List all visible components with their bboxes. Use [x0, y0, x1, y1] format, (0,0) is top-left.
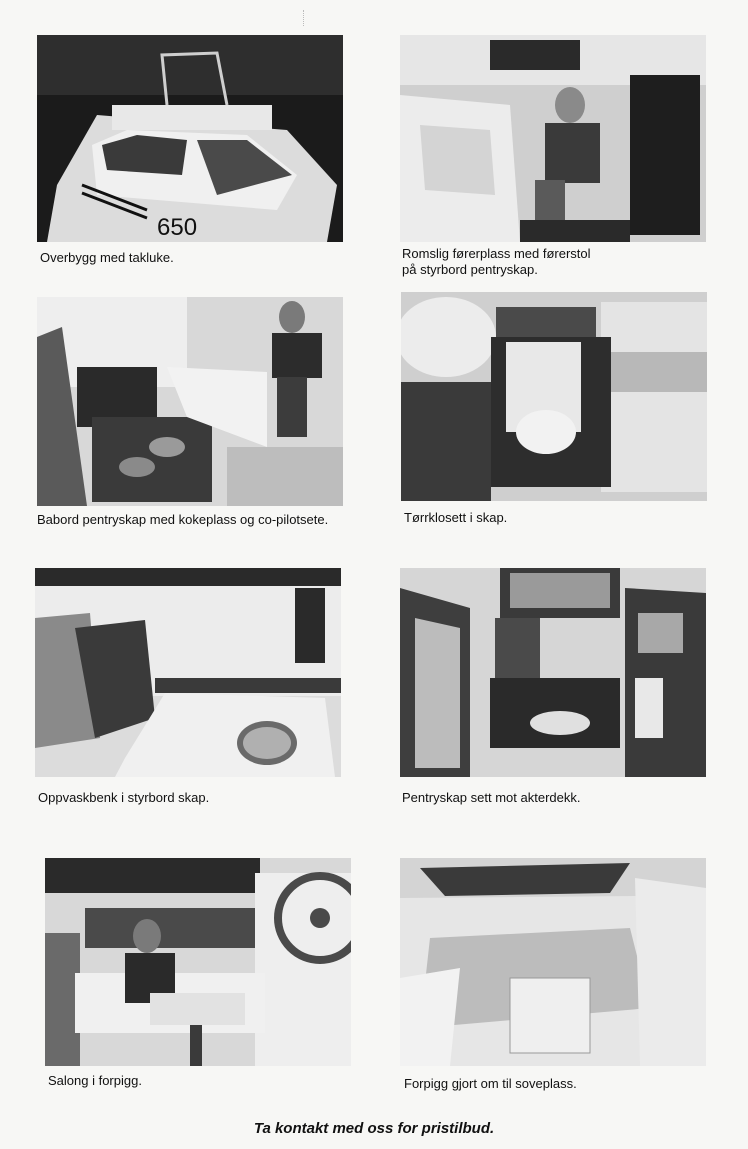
- caption-photo-4: Tørrklosett i skap.: [404, 510, 508, 525]
- photo-sink-counter: [35, 568, 341, 777]
- caption-photo-3: Babord pentryskap med kokeplass og co-pilotsete.: [37, 512, 329, 527]
- photo-toilet-cabinet: [401, 292, 707, 501]
- caption-photo-6: Pentryskap sett mot akterdekk.: [402, 790, 581, 805]
- photo-forepeak-berth: [400, 858, 706, 1066]
- photo-salon-forepeak: [45, 858, 351, 1066]
- photo-boat-superstructure: [37, 35, 343, 242]
- caption-photo-2-line-1: Romslig førerplass med førerstol: [402, 246, 591, 261]
- caption-photo-7: Salong i forpigg.: [48, 1073, 142, 1088]
- caption-photo-5: Oppvaskbenk i styrbord skap.: [38, 790, 210, 805]
- caption-photo-8: Forpigg gjort om til soveplass.: [404, 1076, 577, 1091]
- fold-mark: [303, 10, 305, 26]
- caption-photo-2: [402, 246, 591, 278]
- photo-galley-aft-view: [400, 568, 706, 777]
- photo-helm-station: [400, 35, 706, 242]
- hull-number: 650: [157, 214, 198, 241]
- caption-photo-1: Overbygg med takluke.: [40, 250, 174, 265]
- footer-contact-text: Ta kontakt med oss for pristilbud.: [253, 1120, 495, 1137]
- caption-photo-2-line-2: på styrbord pentryskap.: [402, 262, 538, 277]
- photo-port-galley: [37, 297, 343, 506]
